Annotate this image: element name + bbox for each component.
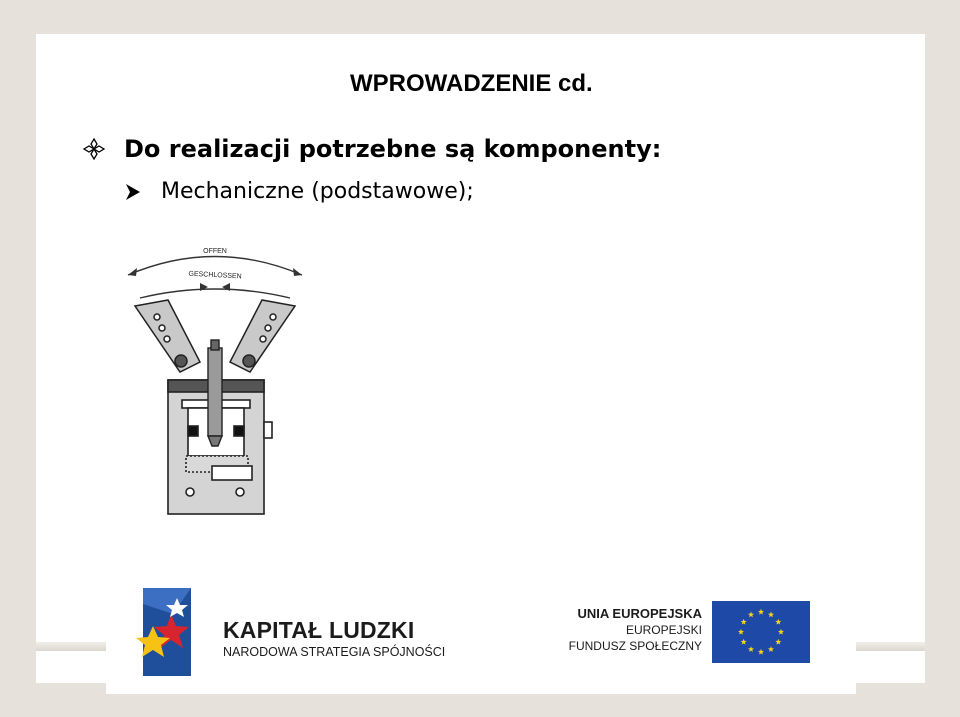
bullet-main [82, 135, 661, 163]
eu-line1: UNIA EUROPEJSKA [577, 606, 702, 621]
kl-subtitle: NARODOWA STRATEGIA SPÓJNOŚCI [223, 645, 446, 659]
bullet-main-text: Do realizacji potrzebne są komponenty: [124, 135, 662, 163]
bullet-sub [125, 179, 474, 204]
gripper-diagram [120, 240, 310, 520]
arrowhead-bullet-icon [125, 183, 141, 201]
closed-arc [140, 289, 290, 298]
slide-title: WPROWADZENIE cd. [350, 70, 593, 97]
left-jaw [135, 300, 200, 372]
eu-fund-text [560, 606, 702, 654]
eu-line3: FUNDUSZ SPOŁECZNY [568, 639, 702, 653]
piston-rod [208, 340, 222, 446]
label-open: OFFEN [203, 248, 227, 255]
open-arc-arrow-right [293, 268, 302, 276]
bullet-sub-text: Mechaniczne (podstawowe); [161, 179, 474, 204]
eu-flag-icon [712, 601, 810, 663]
kl-title: KAPITAŁ LUDZKI [223, 617, 415, 643]
label-closed: GESCHLOSSEN [188, 270, 242, 281]
diamond-bullet-icon [82, 137, 106, 161]
kapital-ludzki-logo-icon [133, 584, 199, 682]
open-arc-arrow-left [128, 268, 137, 276]
eu-line2: EUROPEJSKI [625, 623, 702, 637]
right-jaw [230, 300, 295, 372]
